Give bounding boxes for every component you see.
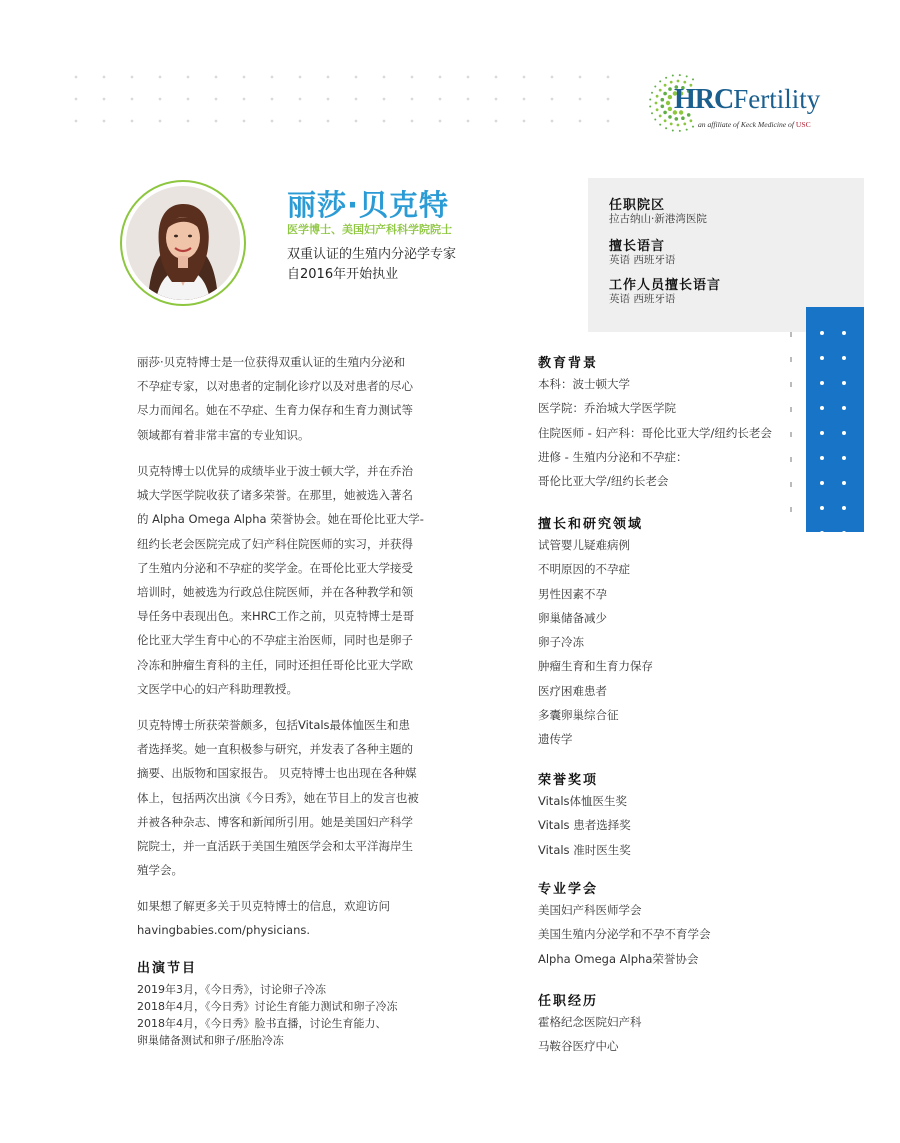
- logo-dot: [675, 117, 679, 121]
- portrait-image: [126, 186, 240, 300]
- decorative-mark: [790, 432, 792, 437]
- education-list: [538, 372, 772, 493]
- decorative-mark: [790, 507, 792, 512]
- society-item: 美国生殖内分泌学和不孕不育学会: [538, 927, 711, 942]
- logo-hrc-text: HRC: [674, 84, 734, 115]
- subtitle-line: 自2016年开始执业: [287, 267, 399, 282]
- bio-line: 者选择奖。她一直积极参与研究，并发表了各种主题的: [137, 742, 413, 757]
- logo-dot: [679, 74, 681, 76]
- bio-paragraph-4: [137, 894, 433, 942]
- bio-paragraph-2: [137, 459, 433, 701]
- languages-label: 擅长语言: [609, 239, 666, 254]
- society-item: Alpha Omega Alpha荣誉协会: [538, 951, 699, 966]
- appearance-item: 2018年4月，《今日秀》讨论生育能力测试和卵子冷冻: [137, 1000, 398, 1013]
- logo-dot: [663, 92, 667, 96]
- doctor-subtitle: [287, 245, 456, 285]
- logo-dot: [651, 112, 653, 114]
- bio-line: 摘要、出版物和国家报告。 贝克特博士也出现在各种媒: [137, 766, 417, 781]
- appearances-list: [137, 981, 398, 1049]
- decorative-dot: [842, 331, 846, 335]
- logo-dot: [668, 95, 672, 99]
- honor-item: Vitals体恤医生奖: [538, 794, 628, 808]
- decorative-dot: [842, 431, 846, 435]
- decorative-dot-grid: [62, 66, 622, 138]
- logo-dot: [666, 101, 670, 105]
- decorative-dot: [842, 356, 846, 360]
- doctor-name: 丽莎·贝克特: [287, 188, 450, 222]
- doctor-credentials: 医学博士、美国妇产科科学院院士: [287, 223, 452, 236]
- decorative-dot: [842, 506, 846, 510]
- decorative-mark: [790, 357, 792, 362]
- logo-dot: [672, 75, 674, 77]
- bio-line: 导任务中表现出色。来HRC工作之前，贝克特博士是哥: [137, 609, 415, 624]
- logo-dot: [659, 80, 661, 82]
- logo-dot: [686, 75, 688, 77]
- bio-line: 纽约长老会医院完成了妇产科住院医师的实习，并获得: [137, 536, 413, 551]
- bio-line: 贝克特博士以优异的成绩毕业于波士顿大学，并在乔治: [137, 464, 413, 478]
- logo-tagline-text: an affiliate of Keck Medicine of: [698, 120, 794, 129]
- education-item: 进修 - 生殖内分泌和不孕症：: [538, 449, 688, 464]
- logo-dot: [670, 123, 673, 126]
- education-item: 医学院：乔治城大学医学院: [538, 401, 676, 416]
- appointments-heading: 任职经历: [538, 994, 599, 1009]
- appointment-item: 马鞍谷医疗中心: [538, 1039, 619, 1054]
- bio-line: 并被各种杂志、博客和新闻所引用。她是美国妇产科学: [137, 814, 413, 829]
- specialty-item: 试管婴儿疑难病例: [538, 538, 630, 552]
- specialty-item: 肿瘤生育和生育力保存: [538, 659, 653, 674]
- specialty-item: 遗传学: [538, 732, 573, 747]
- logo-dot: [677, 124, 680, 127]
- appointments-list: [538, 1010, 642, 1059]
- logo-dot: [664, 84, 667, 87]
- honors-list: [538, 789, 631, 862]
- bio-line: 文医学中心的妇产科助理教授。: [137, 681, 298, 696]
- logo-dot: [659, 89, 662, 92]
- logo-dot: [659, 124, 661, 126]
- specialty-item: 卵子冷冻: [538, 635, 584, 650]
- honor-item: Vitals 患者选择奖: [538, 818, 631, 833]
- logo-dot: [649, 99, 651, 101]
- bio-line: 领域都有着非常丰富的专业知识。: [137, 427, 310, 442]
- bio-line: 伦比亚大学生育中心的不孕症主治医师，同时也是卵子: [137, 633, 413, 648]
- bio-line: 的 Alpha Omega Alpha 荣誉协会。她在哥伦比亚大学-: [137, 512, 424, 527]
- logo-dot: [655, 102, 658, 105]
- logo-dot: [668, 107, 672, 111]
- decorative-dot: [820, 356, 824, 360]
- languages-value: 英语 西班牙语: [609, 254, 676, 266]
- logo-dot: [654, 119, 656, 121]
- logo-dot: [649, 106, 651, 108]
- appointment-item: 霍格纪念医院妇产科: [538, 1015, 642, 1029]
- logo-dot: [679, 130, 681, 132]
- specialty-item: 男性因素不孕: [538, 586, 607, 601]
- decorative-dot: [820, 481, 824, 485]
- logo-tagline: [698, 120, 811, 129]
- decorative-dot: [820, 331, 824, 335]
- decorative-mark: [790, 382, 792, 387]
- societies-list: [538, 898, 711, 971]
- decorative-mark: [790, 482, 792, 487]
- logo-dot: [659, 115, 662, 118]
- bio-line: 院院士，并一直活跃于美国生殖医学会和太平洋海岸生: [137, 839, 413, 854]
- society-item: 美国妇产科医师学会: [538, 903, 642, 917]
- decorative-dot: [820, 406, 824, 410]
- decorative-mark: [790, 407, 792, 412]
- decorative-dot: [842, 456, 846, 460]
- specialties-heading: 擅长和研究领域: [538, 517, 644, 532]
- logo-dot: [654, 86, 656, 88]
- bio-paragraph-1: [137, 350, 433, 447]
- bio-line: 体上，包括两次出演《今日秀》，她在节目上的发言也被: [137, 790, 419, 805]
- logo-dot: [692, 126, 694, 128]
- bio-line: 丽莎·贝克特博士是一位获得双重认证的生殖内分泌和: [137, 355, 406, 369]
- appearance-item: 2019年3月，《今日秀》，讨论卵子冷冻: [137, 983, 326, 996]
- specialty-item: 医疗困难患者: [538, 683, 607, 698]
- specialties-list: [538, 533, 653, 752]
- logo-dot: [681, 116, 685, 120]
- logo-tagline-usc: USC: [795, 120, 811, 129]
- decorative-dot: [842, 381, 846, 385]
- logo-dot: [665, 127, 667, 129]
- logo-dot: [661, 98, 665, 102]
- education-item: 哥伦比亚大学/纽约长老会: [538, 474, 669, 489]
- education-item: 本科：波士顿大学: [538, 377, 630, 391]
- logo-dot: [664, 119, 667, 122]
- decorative-dot: [820, 431, 824, 435]
- bio-line: 城大学医学院收获了诸多荣誉。在那里，她被选入著名: [137, 488, 413, 503]
- education-heading: 教育背景: [538, 356, 599, 371]
- logo-fertility-text: Fertility: [733, 84, 821, 114]
- logo-dot: [692, 78, 694, 80]
- honor-item: Vitals 准时医生奖: [538, 842, 631, 857]
- practice-location-value: 拉古纳山·新港湾医院: [609, 213, 707, 225]
- bio-line: 了生殖内分泌和不孕症的奖学金。在哥伦比亚大学接受: [137, 560, 413, 575]
- logo-dot: [668, 115, 672, 119]
- specialty-item: 多囊卵巢综合征: [538, 708, 619, 723]
- bio-line: 尽力而闻名。她在不孕症、生育力保存和生育力测试等: [137, 403, 413, 418]
- decorative-dot: [842, 406, 846, 410]
- decorative-dot: [842, 531, 846, 535]
- logo-dot: [670, 81, 673, 84]
- specialty-item: 不明原因的不孕症: [538, 562, 630, 577]
- honors-heading: 荣誉奖项: [538, 773, 599, 788]
- appearance-item: 2018年4月，《今日秀》脸书直播，讨论生育能力、: [137, 1017, 387, 1030]
- logo-dot: [683, 123, 686, 126]
- bio-line: 殖学会。: [137, 863, 183, 878]
- logo-dot: [690, 119, 693, 122]
- decorative-dot: [842, 481, 846, 485]
- appearances-heading: 出演节目: [137, 961, 198, 976]
- bio-line: 如果想了解更多关于贝克特博士的信息，欢迎访问: [137, 899, 390, 913]
- decorative-dot: [820, 506, 824, 510]
- bio-line: havingbabies.com/physicians.: [137, 923, 311, 938]
- bio-paragraph-3: [137, 713, 433, 882]
- logo-dot: [651, 92, 653, 94]
- appearance-item: 卵巢储备测试和卵子/胚胎冷冻: [137, 1034, 284, 1047]
- decorative-dot: [820, 381, 824, 385]
- logo-dot: [677, 80, 680, 83]
- hrc-fertility-logo: [648, 72, 821, 136]
- doctor-portrait: [120, 180, 246, 306]
- logo-dot: [668, 87, 672, 91]
- decorative-dot: [820, 531, 824, 535]
- education-item: 住院医师 - 妇产科：哥伦比亚大学/纽约长老会: [538, 425, 772, 440]
- logo-dot: [665, 77, 667, 79]
- societies-heading: 专业学会: [538, 882, 599, 897]
- decorative-mark: [790, 457, 792, 462]
- logo-dot: [661, 105, 665, 109]
- bio-line: 冷冻和肿瘤生育科的主任，同时还担任哥伦比亚大学欧: [137, 657, 413, 672]
- logo-dot: [656, 95, 659, 98]
- bio-line: 贝克特博士所获荣誉颇多，包括Vitals最体恤医生和患: [137, 718, 411, 732]
- staff-languages-label: 工作人员擅长语言: [609, 278, 722, 293]
- logo-dot: [656, 108, 659, 111]
- decorative-blue-bar: [806, 307, 864, 532]
- logo-dot: [672, 130, 674, 132]
- subtitle-line: 双重认证的生殖内分泌学专家: [287, 247, 457, 262]
- specialty-item: 卵巢储备减少: [538, 610, 607, 625]
- staff-languages-value: 英语 西班牙语: [609, 293, 676, 305]
- decorative-mark: [790, 332, 792, 337]
- bio-line: 培训时，她被选为行政总住院医师，并在各种教学和领: [137, 585, 413, 600]
- practice-location-label: 任职院区: [609, 198, 666, 213]
- logo-dot: [663, 111, 667, 115]
- decorative-dot: [820, 456, 824, 460]
- logo-dot: [686, 129, 688, 131]
- bio-line: 不孕症专家，以对患者的定制化诊疗以及对患者的尽心: [137, 379, 413, 394]
